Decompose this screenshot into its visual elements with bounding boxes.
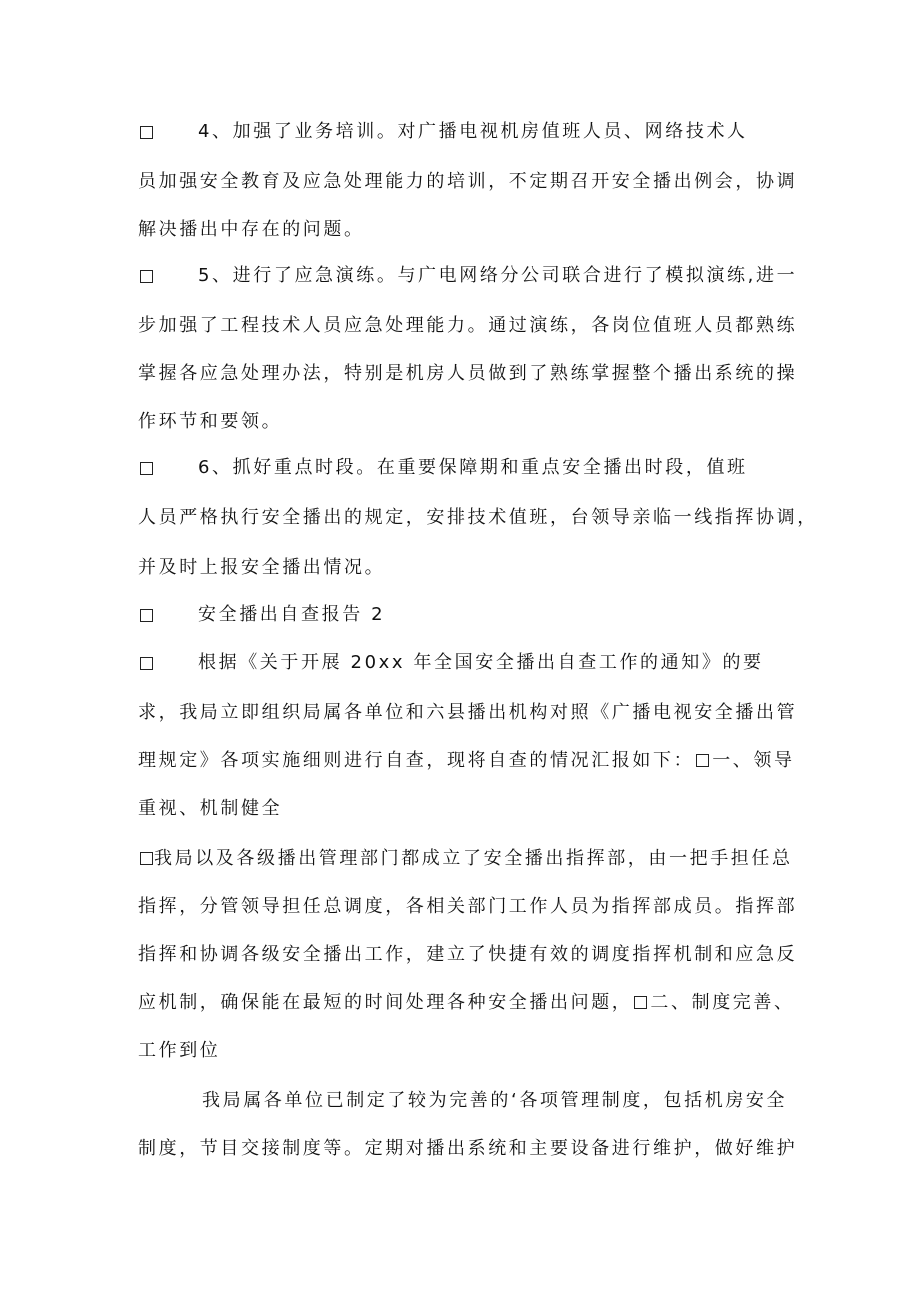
- item-5-lead: 5、进行了应急演练。与广电网络分公司联合进行了模拟演练,进一: [198, 265, 798, 286]
- section-2-heading-tail: 工作到位: [138, 1040, 221, 1061]
- item-5-line-3: 作环节和要领。: [138, 411, 283, 432]
- item-6-lead: 6、抓好重点时段。在重要保障期和重点安全播出时段，值班: [198, 457, 748, 478]
- checkbox-icon: [140, 657, 153, 670]
- section-1-line-4-text: 应机制，确保能在最短的时间处理各种安全播出问题，: [138, 992, 633, 1013]
- section-1-line-1: [138, 847, 793, 871]
- section-2-line-1: 制度，节目交接制度等。定期对播出系统和主要设备进行维护，做好维护: [138, 1138, 798, 1159]
- section-2-lead: 我局属各单位已制定了较为完善的‘各项管理制度，包括机房安全: [202, 1090, 788, 1111]
- item-4-line-2: 解决播出中存在的问题。: [138, 219, 365, 240]
- item-5-line-1: 步加强了工程技术人员应急处理能力。通过演练，各岗位值班人员都熟练: [138, 315, 798, 336]
- checkbox-icon: [634, 996, 647, 1009]
- item-4-line-1: 员加强安全教育及应急处理能力的培训，不定期召开安全播出例会，协调: [138, 171, 798, 192]
- report-line-2-text: 理规定》各项实施细则进行自查，现将自查的情况汇报如下：: [138, 750, 695, 771]
- checkbox-icon: [696, 754, 709, 767]
- item-6-line-2: 并及时上报安全播出情况。: [138, 557, 386, 578]
- report-lead: 根据《关于开展 20xx 年全国安全播出自查工作的通知》的要: [198, 652, 764, 673]
- section-1-line-3: 指挥和协调各级安全播出工作，建立了快捷有效的调度指挥机制和应急反: [138, 944, 798, 965]
- section-1-line-2: 指挥，分管领导担任总调度，各相关部门工作人员为指挥部成员。指挥部: [138, 896, 798, 917]
- item-5-line-2: 掌握各应急处理办法，特别是机房人员做到了熟练掌握整个播出系统的操: [138, 363, 798, 384]
- item-6-line-1: 人员严格执行安全播出的规定，安排技术值班，台领导亲临一线指挥协调，: [138, 507, 818, 528]
- section-1-heading: 一、领导: [712, 750, 795, 771]
- report-line-1: 求，我局立即组织局属各单位和六县播出机构对照《广播电视安全播出管: [138, 702, 798, 723]
- section-2-heading: 二、制度完善、: [650, 992, 795, 1013]
- checkbox-icon: [140, 270, 153, 283]
- section-1-line-1-text: 我局以及各级播出管理部门都成立了安全播出指挥部，由一把手担任总: [154, 848, 793, 869]
- item-4-lead: 4、加强了业务培训。对广播电视机房值班人员、网络技术人: [198, 121, 748, 142]
- checkbox-icon: [140, 462, 153, 475]
- report-line-2: [138, 749, 795, 773]
- report-title: 安全播出自查报告 2: [198, 604, 386, 625]
- checkbox-icon: [140, 126, 153, 139]
- checkbox-icon: [140, 852, 153, 865]
- section-1-line-4: [138, 991, 795, 1015]
- checkbox-icon: [140, 609, 153, 622]
- section-1-heading-tail: 重视、机制健全: [138, 798, 283, 819]
